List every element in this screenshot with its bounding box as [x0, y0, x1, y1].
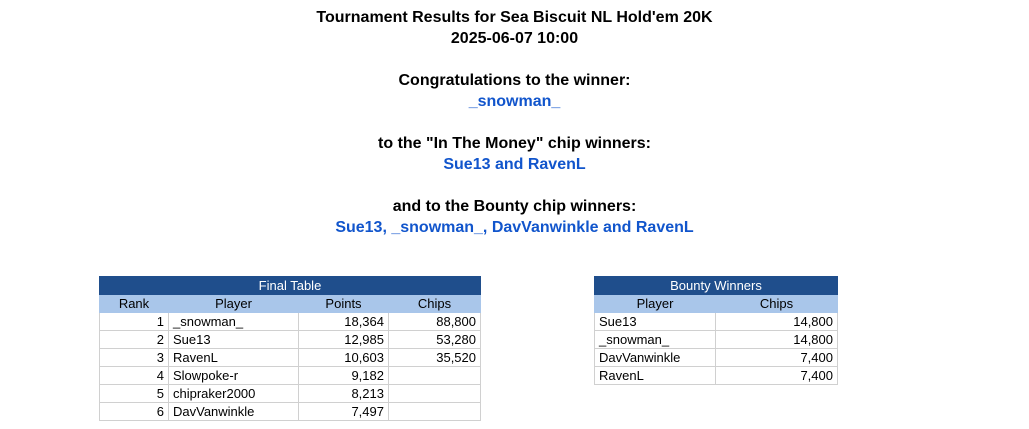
player-cell: RavenL	[169, 349, 299, 367]
chips-cell: 53,280	[389, 331, 481, 349]
chips-cell: 7,400	[716, 367, 838, 385]
rank-cell: 2	[100, 331, 169, 349]
table-row	[100, 313, 481, 331]
table-row	[595, 367, 838, 385]
chips-cell	[389, 403, 481, 421]
rank-cell: 4	[100, 367, 169, 385]
table-row	[595, 349, 838, 367]
rank-cell: 5	[100, 385, 169, 403]
table-row	[100, 367, 481, 385]
player-cell: _snowman_	[169, 313, 299, 331]
points-cell: 7,497	[299, 403, 389, 421]
column-header-chips: Chips	[389, 295, 481, 313]
chips-cell	[389, 385, 481, 403]
itm-winners: Sue13 and RavenL	[443, 156, 586, 173]
player-cell: _snowman_	[595, 331, 716, 349]
chips-cell: 7,400	[716, 349, 838, 367]
points-cell: 12,985	[299, 331, 389, 349]
chips-cell: 35,520	[389, 349, 481, 367]
final-table-title: Final Table	[100, 277, 481, 295]
table-row	[100, 331, 481, 349]
column-header-chips: Chips	[716, 295, 838, 313]
points-cell: 10,603	[299, 349, 389, 367]
chips-cell: 14,800	[716, 331, 838, 349]
winner-name: _snowman_	[468, 93, 561, 110]
player-cell: chipraker2000	[169, 385, 299, 403]
table-row	[595, 331, 838, 349]
itm-label: to the "In The Money" chip winners:	[378, 135, 651, 152]
player-cell: Sue13	[169, 331, 299, 349]
winner-label: Congratulations to the winner:	[398, 72, 631, 89]
tournament-datetime: 2025-06-07 10:00	[450, 30, 579, 47]
column-header-player: Player	[169, 295, 299, 313]
chips-cell: 88,800	[389, 313, 481, 331]
table-row	[100, 403, 481, 421]
bounty-winners-list: Sue13, _snowman_, DavVanwinkle and RavenL	[335, 219, 694, 236]
player-cell: DavVanwinkle	[595, 349, 716, 367]
points-cell: 9,182	[299, 367, 389, 385]
tournament-title: Tournament Results for Sea Biscuit NL Hold'em 20K	[316, 9, 713, 26]
final-table	[99, 276, 481, 421]
player-cell: Sue13	[595, 313, 716, 331]
points-cell: 18,364	[299, 313, 389, 331]
column-header-rank: Rank	[100, 295, 169, 313]
bounty-table-title: Bounty Winners	[595, 277, 838, 295]
player-cell: Slowpoke-r	[169, 367, 299, 385]
rank-cell: 6	[100, 403, 169, 421]
bounty-table	[594, 276, 838, 385]
column-header-player: Player	[595, 295, 716, 313]
rank-cell: 3	[100, 349, 169, 367]
rank-cell: 1	[100, 313, 169, 331]
player-cell: RavenL	[595, 367, 716, 385]
table-row	[100, 385, 481, 403]
table-row	[100, 349, 481, 367]
chips-cell	[389, 367, 481, 385]
bounty-label: and to the Bounty chip winners:	[392, 198, 637, 215]
column-header-points: Points	[299, 295, 389, 313]
chips-cell: 14,800	[716, 313, 838, 331]
player-cell: DavVanwinkle	[169, 403, 299, 421]
points-cell: 8,213	[299, 385, 389, 403]
table-row	[595, 313, 838, 331]
